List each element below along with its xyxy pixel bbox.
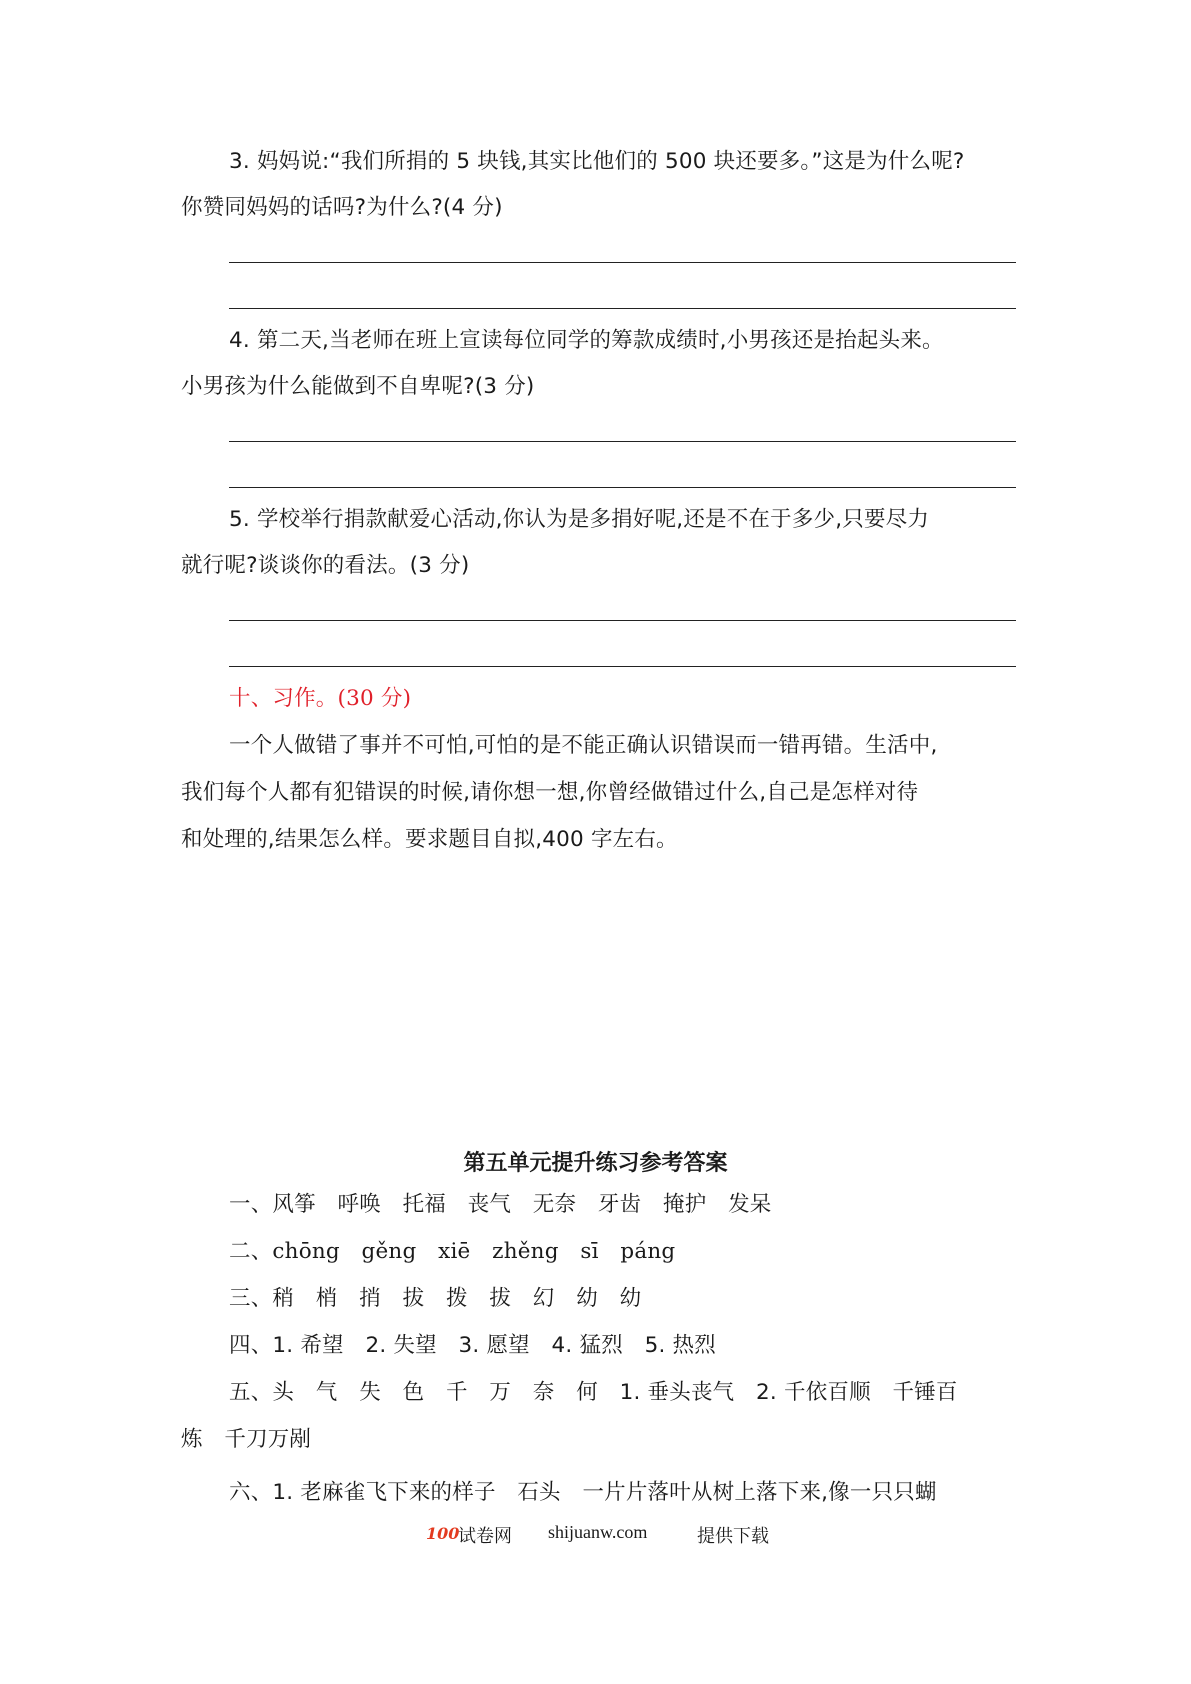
answer-line bbox=[229, 487, 1016, 488]
footer bbox=[0, 1522, 1191, 1552]
answer-4: 四、1. 希望 2. 失望 3. 愿望 4. 猛烈 5. 热烈 bbox=[229, 1333, 716, 1358]
answer-line bbox=[229, 441, 1016, 442]
answer-1: 一、风筝 呼唤 托福 丧气 无奈 牙齿 掩护 发呆 bbox=[229, 1192, 772, 1217]
answers-title: 第五单元提升练习参考答案 bbox=[463, 1151, 728, 1176]
answer-5-line-2: 炼 千刀万剐 bbox=[181, 1427, 312, 1452]
answer-line bbox=[229, 262, 1016, 263]
question-5-line-1: 5. 学校举行捐款献爱心活动,你认为是多捐好呢,还是不在于多少,只要尽力 bbox=[229, 507, 930, 532]
answer-6-line-1: 六、1. 老麻雀飞下来的样子 石头 一片片落叶从树上落下来,像一只只蝴 bbox=[229, 1480, 937, 1505]
site-url[interactable]: shijuanw.com bbox=[548, 1522, 648, 1542]
site-logo: 100 bbox=[426, 1524, 460, 1543]
answer-line bbox=[229, 666, 1016, 667]
question-3-line-2: 你赞同妈妈的话吗?为什么?(4 分) bbox=[181, 195, 503, 220]
site-name: 试卷网 bbox=[458, 1526, 512, 1547]
composition-line-1: 一个人做错了事并不可怕,可怕的是不能正确认识错误而一错再错。生活中, bbox=[229, 733, 938, 758]
question-4-line-2: 小男孩为什么能做到不自卑呢?(3 分) bbox=[181, 374, 535, 399]
download-note: 提供下载 bbox=[697, 1526, 769, 1547]
composition-line-2: 我们每个人都有犯错误的时候,请你想一想,你曾经做错过什么,自己是怎样对待 bbox=[181, 780, 919, 805]
question-4-line-1: 4. 第二天,当老师在班上宣读每位同学的筹款成绩时,小男孩还是抬起头来。 bbox=[229, 328, 944, 353]
composition-line-3: 和处理的,结果怎么样。要求题目自拟,400 字左右。 bbox=[181, 827, 678, 852]
answer-line bbox=[229, 308, 1016, 309]
answer-5-line-1: 五、头 气 失 色 千 万 奈 何 1. 垂头丧气 2. 千依百顺 千锤百 bbox=[229, 1380, 958, 1405]
question-3-line-1: 3. 妈妈说:“我们所捐的 5 块钱,其实比他们的 500 块还要多。”这是为什么呢? bbox=[229, 149, 965, 174]
composition-heading: 十、习作。(30 分) bbox=[229, 686, 412, 711]
question-5-line-2: 就行呢?谈谈你的看法。(3 分) bbox=[181, 553, 470, 578]
answer-3: 三、稍 梢 捎 拔 拨 拔 幻 幼 幼 bbox=[229, 1286, 642, 1311]
answer-2: 二、chōng gěng xiē zhěng sī páng bbox=[229, 1239, 676, 1264]
answer-line bbox=[229, 620, 1016, 621]
